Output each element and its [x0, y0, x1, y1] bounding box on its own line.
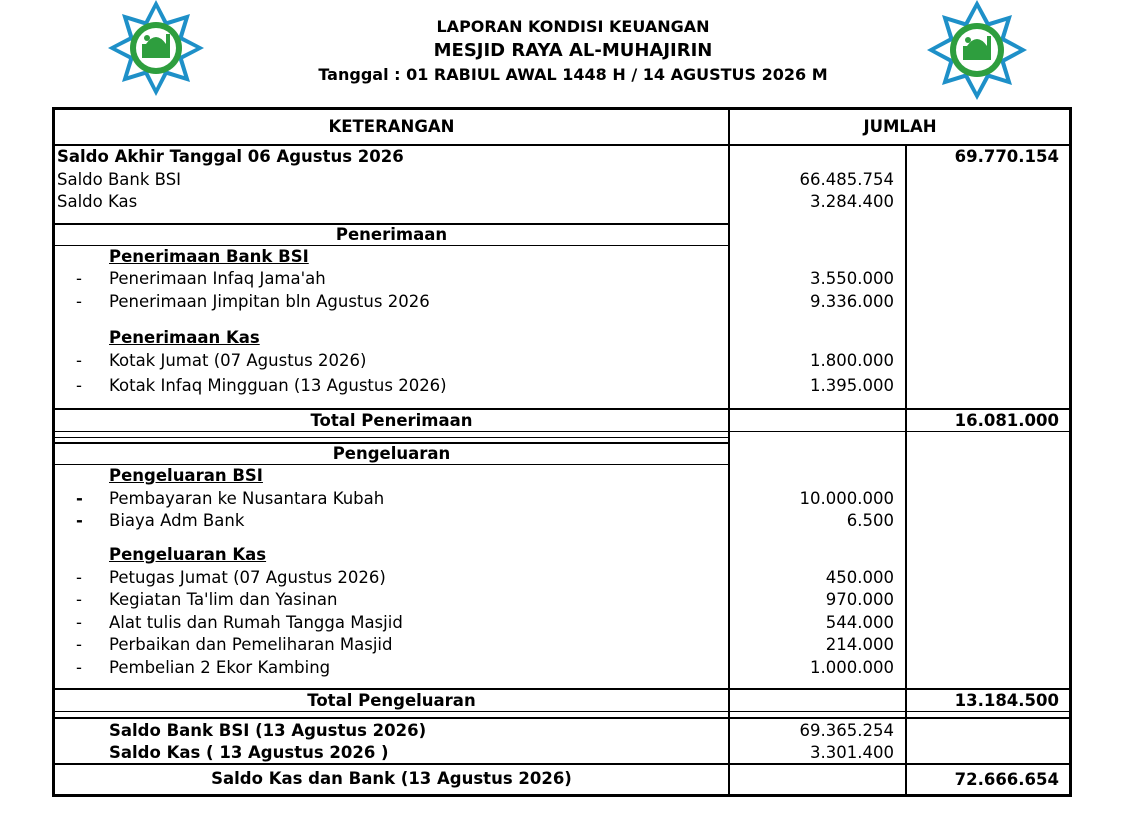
final-balance-amount: 72.666.654 — [954, 770, 1059, 789]
expense-item-amount: 1.000.000 — [810, 658, 894, 677]
expense-item-amount: 6.500 — [846, 511, 894, 530]
expenses-heading: Pengeluaran — [332, 444, 451, 463]
list-dash: - — [76, 376, 82, 395]
receipts-cash-heading: Penerimaan Kas — [109, 328, 260, 347]
expense-item-label: Alat tulis dan Rumah Tangga Masjid — [109, 613, 403, 632]
receipt-item-label: Penerimaan Infaq Jama'ah — [109, 269, 326, 288]
column-header-keterangan: KETERANGAN — [328, 117, 455, 136]
list-dash: - — [76, 489, 83, 508]
total-expenses-label: Total Pengeluaran — [307, 691, 476, 710]
expenses-bank-heading: Pengeluaran BSI — [109, 466, 263, 485]
expense-item-label: Pembayaran ke Nusantara Kubah — [109, 489, 385, 508]
receipt-item-amount: 1.800.000 — [810, 351, 894, 370]
expense-item-amount: 544.000 — [825, 613, 894, 632]
opening-item-label: Saldo Kas — [57, 192, 138, 211]
closing-item-label: Saldo Bank BSI (13 Agustus 2026) — [109, 721, 427, 740]
expense-item-label: Biaya Adm Bank — [109, 511, 245, 530]
receipt-item-label: Kotak Infaq Mingguan (13 Agustus 2026) — [109, 376, 447, 395]
list-dash: - — [76, 568, 82, 587]
list-dash: - — [76, 613, 82, 632]
list-dash: - — [76, 658, 82, 677]
report-title: LAPORAN KONDISI KEUANGAN — [436, 17, 710, 36]
closing-item-label: Saldo Kas ( 13 Agustus 2026 ) — [109, 743, 389, 762]
opening-item-label: Saldo Bank BSI — [57, 170, 182, 189]
expense-item-label: Kegiatan Ta'lim dan Yasinan — [109, 590, 338, 609]
list-dash: - — [76, 635, 82, 654]
list-dash: - — [76, 590, 82, 609]
closing-item-amount: 3.301.400 — [810, 743, 894, 762]
closing-item-amount: 69.365.254 — [799, 721, 894, 740]
list-dash: - — [76, 351, 82, 370]
expenses-cash-heading: Pengeluaran Kas — [109, 545, 267, 564]
receipts-heading: Penerimaan — [335, 225, 448, 244]
total-receipts-amount: 16.081.000 — [954, 411, 1059, 430]
expense-item-label: Petugas Jumat (07 Agustus 2026) — [109, 568, 386, 587]
receipts-bank-heading: Penerimaan Bank BSI — [109, 247, 309, 266]
report-date: Tanggal : 01 RABIUL AWAL 1448 H / 14 AGUSTUS 2026 M — [318, 65, 828, 84]
list-dash: - — [76, 269, 82, 288]
list-dash: - — [76, 292, 82, 311]
expense-item-label: Perbaikan dan Pemeliharan Masjid — [109, 635, 393, 654]
total-expenses-amount: 13.184.500 — [954, 691, 1059, 710]
receipt-item-label: Penerimaan Jimpitan bln Agustus 2026 — [109, 292, 430, 311]
opening-item-amount: 3.284.400 — [810, 192, 894, 211]
expense-item-amount: 970.000 — [825, 590, 894, 609]
total-receipts-label: Total Penerimaan — [310, 411, 473, 430]
receipt-item-amount: 9.336.000 — [810, 292, 894, 311]
final-balance-label: Saldo Kas dan Bank (13 Agustus 2026) — [211, 769, 572, 788]
receipt-item-amount: 1.395.000 — [810, 376, 894, 395]
expense-item-label: Pembelian 2 Ekor Kambing — [109, 658, 331, 677]
receipt-item-label: Kotak Jumat (07 Agustus 2026) — [109, 351, 367, 370]
column-header-jumlah: JUMLAH — [863, 117, 937, 136]
receipt-item-amount: 3.550.000 — [810, 269, 894, 288]
expense-item-amount: 450.000 — [825, 568, 894, 587]
organization-name: MESJID RAYA AL-MUHAJIRIN — [433, 40, 713, 61]
opening-balance-total: 69.770.154 — [954, 147, 1059, 166]
expense-item-amount: 214.000 — [825, 635, 894, 654]
expense-item-amount: 10.000.000 — [799, 489, 894, 508]
opening-item-amount: 66.485.754 — [799, 170, 894, 189]
opening-balance-label: Saldo Akhir Tanggal 06 Agustus 2026 — [57, 147, 404, 166]
list-dash: - — [76, 511, 83, 530]
